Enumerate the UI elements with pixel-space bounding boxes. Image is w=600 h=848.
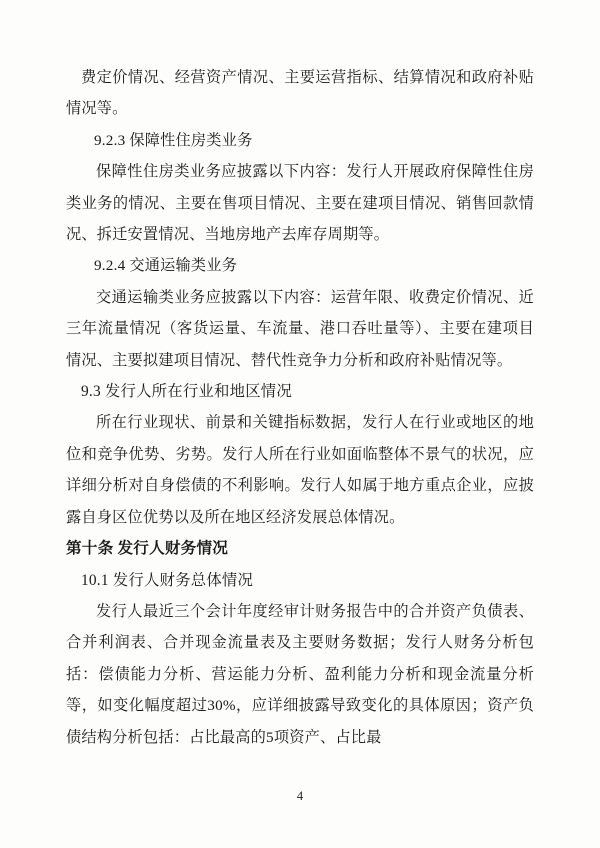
page-number: 4	[296, 789, 304, 803]
heading-9-2-4: 9.2.4 交通运输类业务	[94, 257, 238, 275]
document-body	[66, 62, 534, 753]
heading-article-10: 第十条 发行人财务情况	[66, 540, 229, 558]
heading-9-3: 9.3 发行人所在行业和地区情况	[81, 383, 292, 401]
paragraph-financial-overview: 发行人最近三个会计年度经审计财务报告中的合并资产负债表、合并利润表、合并现金流量表及主要财务数据；发行人财务分析包括：偿债能力分析、营运能力分析、盈利能力分析和现金流量分析等，如变化幅度超过30%，应详细披露导致变化的具体原因；资产负债结构分析包括：占比最高的5项资产、占比最	[66, 602, 534, 746]
paragraph-industry-region: 所在行业现状、前景和关键指标数据，发行人在行业或地区的地位和竞争优势、劣势。发行人所在行业如面临整体不景气的状况，应详细分析对自身偿债的不利影响。发行人如属于地方重点企业，应披露自身区位优势以及所在地区经济发展总体情况。	[66, 414, 534, 526]
heading-10-1: 10.1 发行人财务总体情况	[81, 571, 254, 589]
paragraph-continuation: 费定价情况、经营资产情况、主要运营指标、结算情况和政府补贴情况等。	[66, 69, 534, 118]
paragraph-affordable-housing: 保障性住房类业务应披露以下内容：发行人开展政府保障性住房类业务的情况、主要在售项目情况、主要在建项目情况、销售回款情况、拆迁安置情况、当地房地产去库存周期等。	[66, 163, 534, 244]
heading-9-2-3: 9.2.3 保障性住房类业务	[94, 131, 253, 149]
paragraph-transportation: 交通运输类业务应披露以下内容：运营年限、收费定价情况、近三年流量情况（客货运量、车流量、港口吞吐量等）、主要在建项目情况、主要拟建项目情况、替代性竞争力分析和政府补贴情况等。	[66, 288, 534, 369]
